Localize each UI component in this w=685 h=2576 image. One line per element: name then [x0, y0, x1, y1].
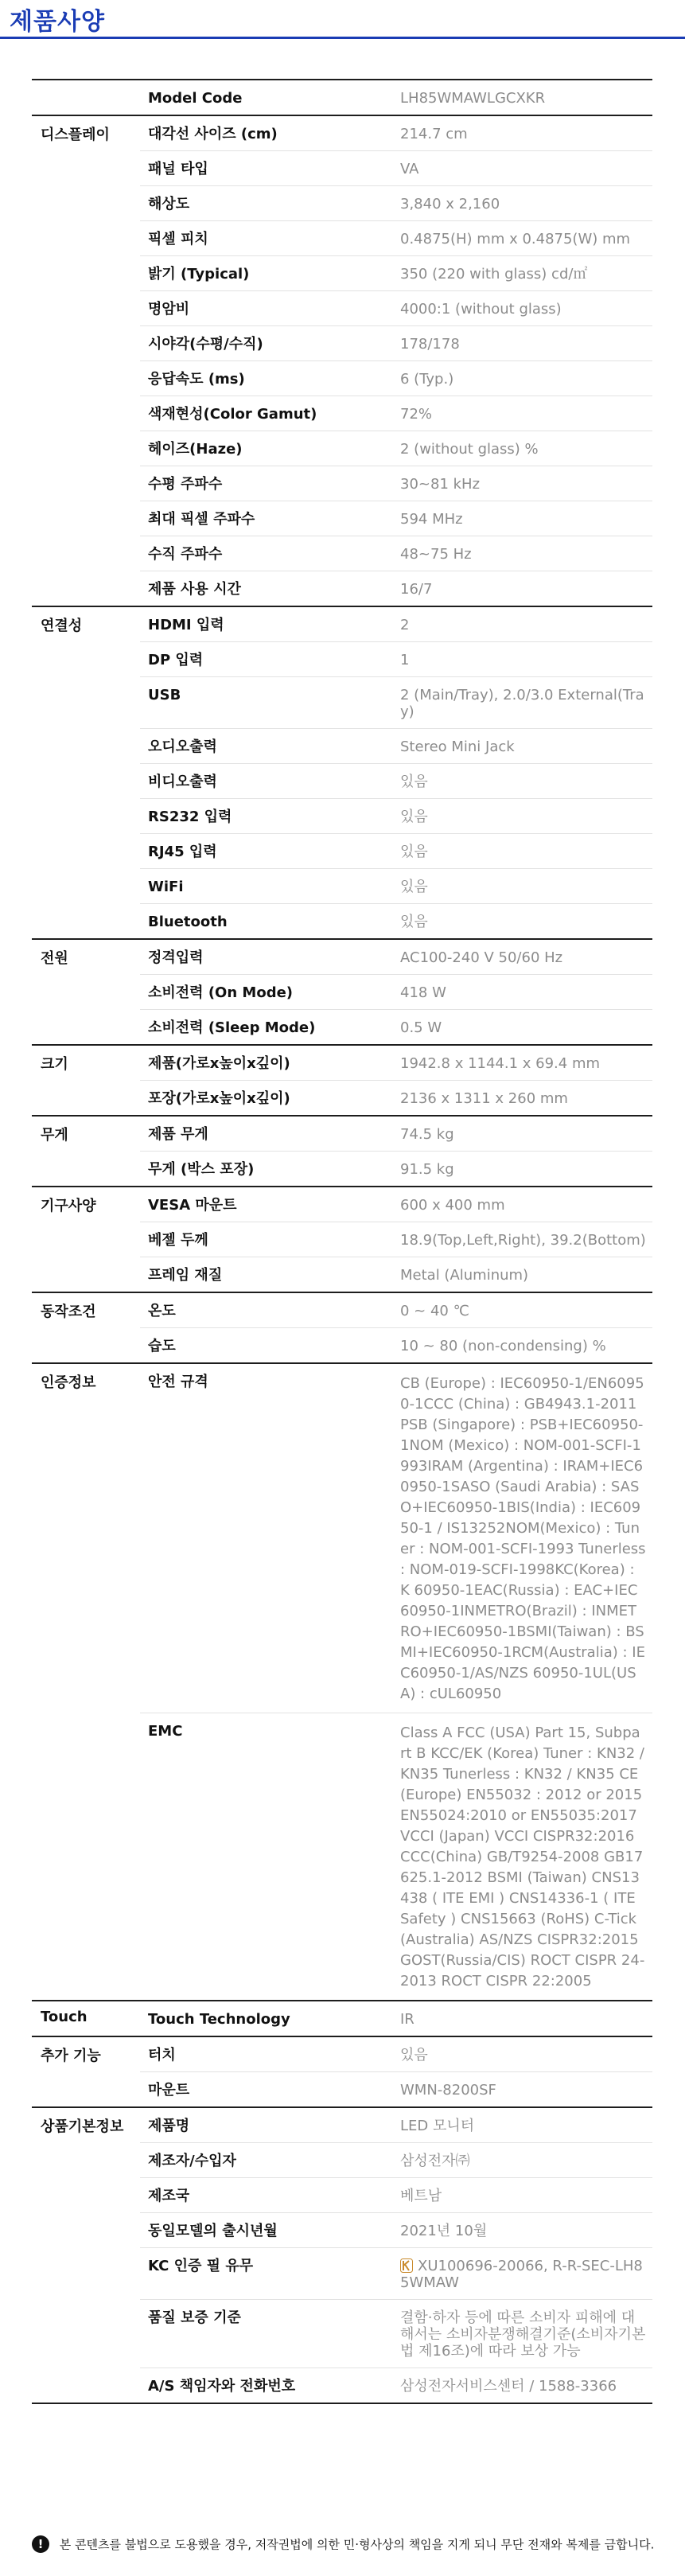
- spec-value: [392, 2036, 652, 2072]
- spec-label: EMC: [140, 1713, 392, 2001]
- spec-value: [392, 2300, 652, 2368]
- spec-value: [392, 80, 652, 115]
- spec-label: 온도: [140, 1292, 392, 1328]
- spec-label: 안전 규격: [140, 1363, 392, 1713]
- spec-value: [392, 501, 652, 536]
- page-header: [0, 0, 685, 49]
- spec-label: WiFi: [140, 869, 392, 904]
- spec-value: [392, 2072, 652, 2108]
- spec-category: 추가 기능: [32, 2036, 140, 2107]
- spec-category: 기구사양: [32, 1187, 140, 1292]
- spec-value-text: 16/7: [400, 581, 433, 598]
- spec-value: [392, 291, 652, 326]
- spec-value-text: 74.5 kg: [400, 1126, 454, 1143]
- spec-label: 색재현성(Color Gamut): [140, 396, 392, 431]
- spec-value-text: 있음: [400, 914, 428, 930]
- spec-value: [392, 1116, 652, 1152]
- spec-label: 제조국: [140, 2178, 392, 2213]
- spec-value: [392, 1363, 652, 1713]
- spec-label: RS232 입력: [140, 799, 392, 834]
- spec-value: [392, 606, 652, 642]
- spec-row: [32, 80, 652, 115]
- spec-value-text: 91.5 kg: [400, 1161, 454, 1178]
- spec-label: 픽셀 피치: [140, 221, 392, 256]
- spec-value: [392, 256, 652, 291]
- spec-label: 오디오출력: [140, 729, 392, 764]
- spec-value: [392, 326, 652, 361]
- spec-category: 상품기본정보: [32, 2107, 140, 2403]
- spec-category: 디스플레이: [32, 115, 140, 606]
- spec-value: [392, 571, 652, 607]
- spec-value: [392, 115, 652, 151]
- spec-label: 제조자/수입자: [140, 2143, 392, 2178]
- spec-value-text: 600 x 400 mm: [400, 1197, 505, 1214]
- spec-value-text: 1942.8 x 1144.1 x 69.4 mm: [400, 1055, 601, 1072]
- spec-label: 수평 주파수: [140, 466, 392, 501]
- spec-row: [32, 1045, 652, 1081]
- spec-label: DP 입력: [140, 642, 392, 677]
- spec-category: 무게: [32, 1116, 140, 1187]
- spec-label: KC 인증 필 유무: [140, 2248, 392, 2300]
- title-divider: [0, 37, 685, 39]
- spec-label: 명암비: [140, 291, 392, 326]
- spec-value: [392, 1257, 652, 1293]
- spec-value: [392, 1222, 652, 1257]
- spec-value-text: 0.5 W: [400, 1019, 442, 1036]
- spec-value: [392, 536, 652, 571]
- spec-value-text: 결함·하자 등에 따른 소비자 피해에 대해서는 소비자분쟁해결기준(소비자기본법 제16조)에 따라 보상 가능: [400, 2309, 646, 2360]
- spec-row: [32, 606, 652, 642]
- spec-row: [32, 939, 652, 975]
- spec-value: [392, 904, 652, 940]
- spec-value-text: 있음: [400, 844, 428, 860]
- spec-label: 품질 보증 기준: [140, 2300, 392, 2368]
- spec-value: [392, 396, 652, 431]
- spec-value-text: 삼성전자㈜: [400, 2153, 470, 2169]
- spec-value: [392, 939, 652, 975]
- spec-label: RJ45 입력: [140, 834, 392, 869]
- spec-value: [392, 2143, 652, 2178]
- spec-label: 습도: [140, 1328, 392, 1364]
- spec-label: 베젤 두께: [140, 1222, 392, 1257]
- spec-value: [392, 1010, 652, 1046]
- spec-label: 밝기 (Typical): [140, 256, 392, 291]
- spec-value-text: 214.7 cm: [400, 126, 468, 142]
- spec-row: [32, 2107, 652, 2143]
- spec-value-text: WMN-8200SF: [400, 2082, 496, 2099]
- spec-value: [392, 221, 652, 256]
- spec-row: [32, 1187, 652, 1222]
- spec-value: [392, 2213, 652, 2248]
- spec-value-text: Class A FCC (USA) Part 15, Subpart B KCC/EK (Korea) Tuner : KN32 / KN35 Tunerless : KN32 / KN35 CE (Europe) EN55032 : 2012 or 2015 EN55024:2010 or EN55035:2017 VCCI (Japan) VCCI CISPR32:2016 CCC(China) GB/T9254-2008 GB17625.1-2012 BSMI (Taiwan) CNS13438 ( ITE EMI ) CNS14336-1 ( ITE Safety ) CNS15663 (RoHS) C-Tick (Australia) AS/NZS CISPR32:2015 GOST(Russia/CIS) ROCT CISPR 24-2013 ROCT CISPR 22:2005: [400, 1724, 645, 1989]
- spec-label: Bluetooth: [140, 904, 392, 940]
- spec-value-text: Metal (Aluminum): [400, 1267, 529, 1284]
- spec-value-text: 4000:1 (without glass): [400, 301, 562, 318]
- spec-value: [392, 1081, 652, 1117]
- spec-value-text: 0.4875(H) mm x 0.4875(W) mm: [400, 231, 631, 247]
- spec-value-text: 베트남: [400, 2188, 442, 2204]
- spec-value-text: CB (Europe) : IEC60950-1/EN60950-1CCC (China) : GB4943.1-2011 PSB (Singapore) : PSB+IEC60950-1NOM (Mexico) : NOM-001-SCFI-1993IRAM (Argentina) : IRAM+IEC60950-1SASO (Saudi Arabia) : SASO+IEC60950-1BIS(India) : IEC60950-1 / IS13252NOM(Mexico) : Tuner : NOM-001-SCFI-1993 Tunerless : NOM-019-SCFI-1998KC(Korea) : K 60950-1EAC(Russia) : EAC+IEC60950-1INMETRO(Brazil) : INMETRO+IEC60950-1BSMI(Taiwan) : BSMI+IEC60950-1RCM(Australia) : IEC60950-1/AS/NZS 60950-1UL(USA) : cUL60950: [400, 1375, 646, 1702]
- spec-value: [392, 677, 652, 729]
- spec-label: 해상도: [140, 186, 392, 221]
- spec-value: [392, 1152, 652, 1187]
- spec-value: [392, 1187, 652, 1222]
- spec-value: [392, 1713, 652, 2001]
- spec-value-text: 594 MHz: [400, 511, 463, 528]
- spec-label: HDMI 입력: [140, 606, 392, 642]
- spec-value-text: IR: [400, 2011, 415, 2028]
- spec-value: [392, 642, 652, 677]
- spec-category: 연결성: [32, 606, 140, 939]
- spec-value: [392, 834, 652, 869]
- spec-category: 동작조건: [32, 1292, 140, 1363]
- kc-mark-icon: [400, 2258, 413, 2273]
- spec-value: [392, 2248, 652, 2300]
- spec-label: Touch Technology: [140, 2001, 392, 2036]
- spec-value-text: 350 (220 with glass) cd/㎡: [400, 266, 588, 283]
- spec-value: [392, 1292, 652, 1328]
- spec-value-text: 1: [400, 652, 410, 668]
- spec-value: [392, 869, 652, 904]
- spec-value: [392, 2368, 652, 2404]
- spec-value-text: 2136 x 1311 x 260 mm: [400, 1090, 568, 1107]
- spec-value-text: 있음: [400, 809, 428, 825]
- spec-category: 크기: [32, 1045, 140, 1116]
- spec-label: 비디오출력: [140, 764, 392, 799]
- spec-value: [392, 2107, 652, 2143]
- spec-value-text: 3,840 x 2,160: [400, 196, 500, 212]
- spec-value-text: 2021년 10월: [400, 2223, 488, 2239]
- spec-value-text: 있음: [400, 879, 428, 895]
- spec-row: [32, 2001, 652, 2036]
- spec-value-text: 있음: [400, 2047, 428, 2064]
- spec-label: 제품(가로x높이x깊이): [140, 1045, 392, 1081]
- spec-label: 최대 픽셀 주파수: [140, 501, 392, 536]
- spec-value-text: Stereo Mini Jack: [400, 739, 515, 755]
- spec-label: 포장(가로x높이x깊이): [140, 1081, 392, 1117]
- spec-label: 마운트: [140, 2072, 392, 2108]
- spec-value-text: 2 (without glass) %: [400, 441, 539, 458]
- spec-value-text: LED 모니터: [400, 2118, 475, 2134]
- copyright-notice: [32, 2535, 684, 2553]
- spec-label: 무게 (박스 포장): [140, 1152, 392, 1187]
- spec-label: 동일모델의 출시년월: [140, 2213, 392, 2248]
- spec-value: [392, 2178, 652, 2213]
- spec-label: 정격입력: [140, 939, 392, 975]
- spec-label: VESA 마운트: [140, 1187, 392, 1222]
- spec-value-text: 72%: [400, 406, 433, 423]
- spec-category: Touch: [32, 2001, 140, 2036]
- spec-value-text: 48~75 Hz: [400, 546, 472, 563]
- spec-category: 전원: [32, 939, 140, 1045]
- spec-value: [392, 2001, 652, 2036]
- spec-label: 헤이즈(Haze): [140, 431, 392, 466]
- spec-value: [392, 1328, 652, 1364]
- spec-label: 제품 무게: [140, 1116, 392, 1152]
- spec-row: [32, 1363, 652, 1713]
- notice-text: 본 콘텐츠를 불법으로 도용했을 경우, 저작권법에 의한 민·형사상의 책임을 지게 되니 무단 전재와 복제를 금합니다.: [59, 2537, 655, 2552]
- spec-value-text: VA: [400, 161, 419, 177]
- spec-label: 응답속도 (ms): [140, 361, 392, 396]
- spec-value: [392, 361, 652, 396]
- spec-value-text: 178/178: [400, 336, 460, 353]
- spec-label: USB: [140, 677, 392, 729]
- spec-value-text: 6 (Typ.): [400, 371, 454, 388]
- spec-value-text: 있음: [400, 774, 428, 790]
- spec-value-text: 삼성전자서비스센터 / 1588-3366: [400, 2378, 617, 2395]
- spec-label: 시야각(수평/수직): [140, 326, 392, 361]
- spec-value-text: 18.9(Top,Left,Right), 39.2(Bottom): [400, 1232, 646, 1249]
- spec-row: [32, 1116, 652, 1152]
- spec-category: 인증정보: [32, 1363, 140, 2001]
- spec-label: 소비전력 (On Mode): [140, 975, 392, 1010]
- spec-category: [32, 80, 140, 115]
- spec-value: [392, 431, 652, 466]
- spec-label: 패널 타입: [140, 151, 392, 186]
- spec-label: 제품명: [140, 2107, 392, 2143]
- spec-value: [392, 764, 652, 799]
- spec-value: [392, 466, 652, 501]
- spec-label: Model Code: [140, 80, 392, 115]
- page-title: 제품사양: [10, 8, 105, 36]
- exclamation-icon: !: [32, 2535, 49, 2553]
- spec-row: [32, 1292, 652, 1328]
- spec-value: [392, 151, 652, 186]
- spec-value-text: 2: [400, 617, 410, 633]
- spec-label: 대각선 사이즈 (cm): [140, 115, 392, 151]
- spec-value: [392, 799, 652, 834]
- spec-value-text: 0 ~ 40 ℃: [400, 1303, 469, 1319]
- spec-label: 제품 사용 시간: [140, 571, 392, 607]
- spec-value-text: 30~81 kHz: [400, 476, 481, 493]
- spec-table: [32, 79, 652, 2404]
- spec-label: 소비전력 (Sleep Mode): [140, 1010, 392, 1046]
- spec-value-text: 418 W: [400, 984, 446, 1001]
- spec-value-text: AC100-240 V 50/60 Hz: [400, 949, 563, 966]
- spec-label: 수직 주파수: [140, 536, 392, 571]
- spec-row: [32, 115, 652, 151]
- spec-label: 터치: [140, 2036, 392, 2072]
- spec-value: [392, 975, 652, 1010]
- spec-value: [392, 186, 652, 221]
- spec-value-text: 10 ~ 80 (non-condensing) %: [400, 1338, 606, 1354]
- spec-value: [392, 1045, 652, 1081]
- spec-label: 프레임 재질: [140, 1257, 392, 1293]
- spec-value-text: LH85WMAWLGCXKR: [400, 90, 546, 107]
- spec-value-text: XU100696-20066, R-R-SEC-LH85WMAW: [400, 2258, 643, 2291]
- spec-table-body: [32, 80, 652, 2403]
- spec-value-text: 2 (Main/Tray), 2.0/3.0 External(Tray): [400, 687, 644, 720]
- spec-value: [392, 729, 652, 764]
- spec-label: A/S 책임자와 전화번호: [140, 2368, 392, 2404]
- spec-row: [32, 2036, 652, 2072]
